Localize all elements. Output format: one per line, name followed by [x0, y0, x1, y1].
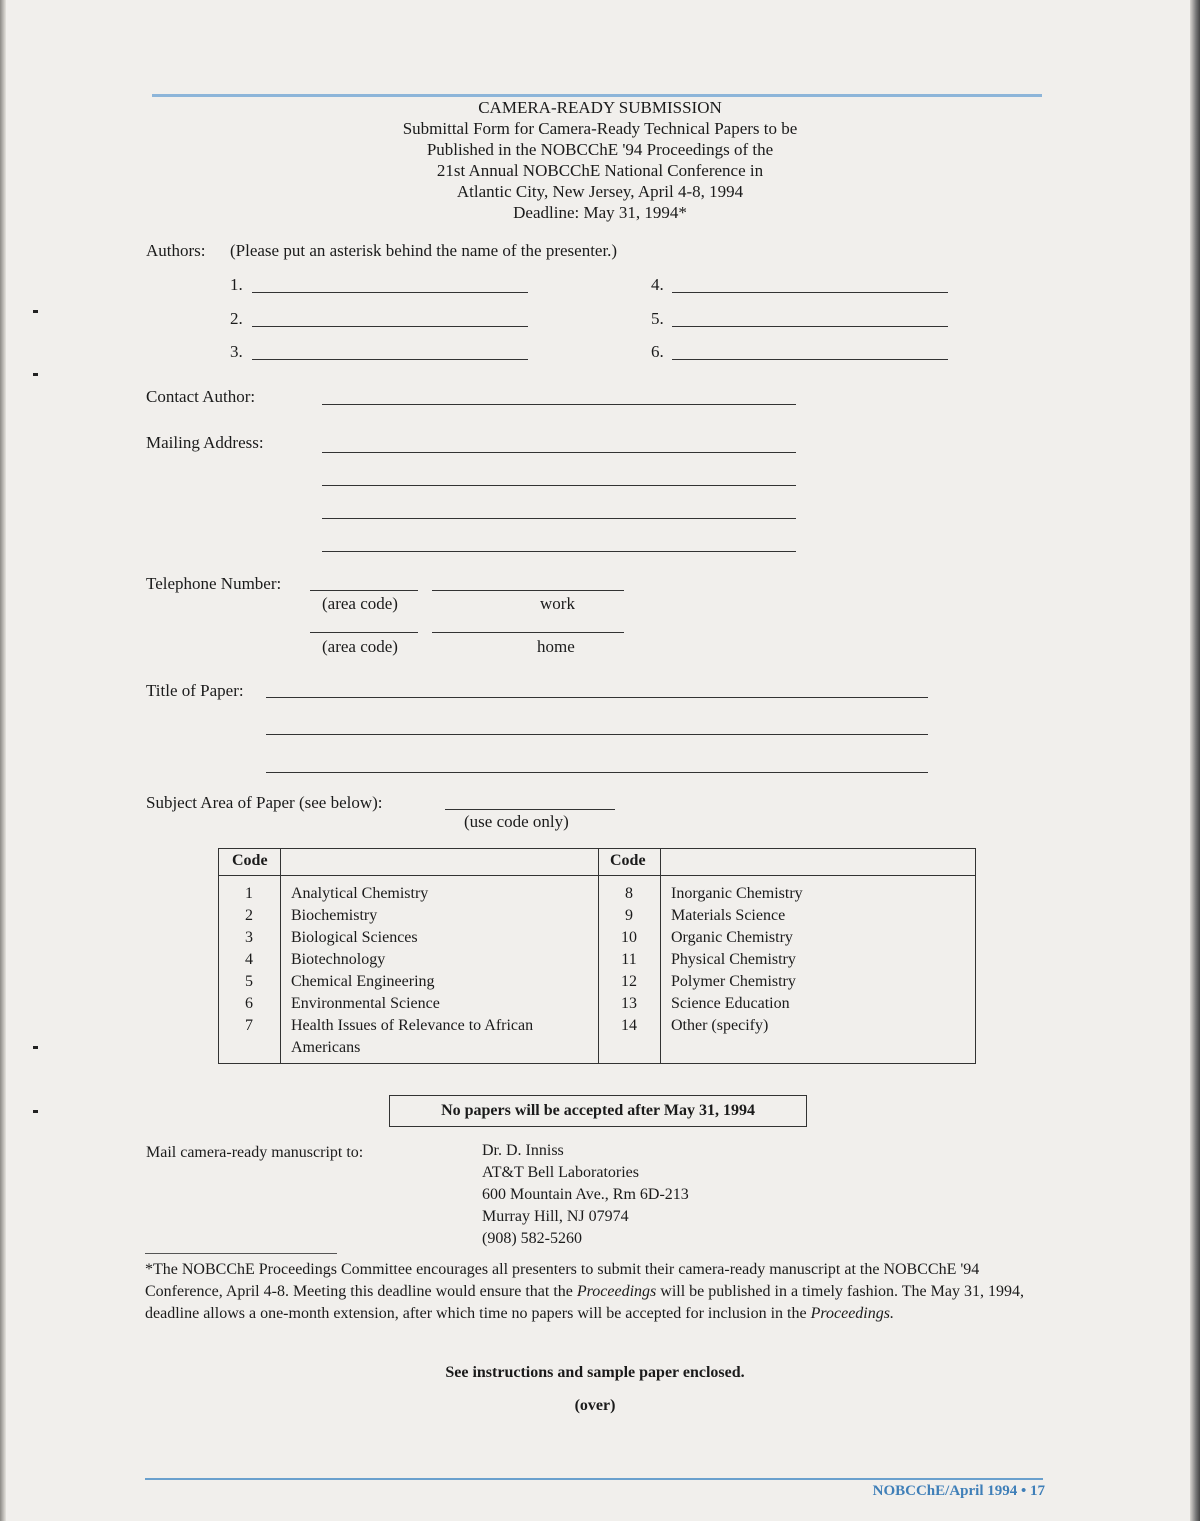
author-3-field[interactable] [252, 359, 528, 360]
subject-name: Americans [291, 1039, 361, 1056]
bottom-rule [145, 1478, 1043, 1480]
page-footer: NOBCChE/April 1994 • 17 [872, 1483, 1045, 1499]
title-line-3[interactable] [266, 772, 928, 773]
page-edge-left [0, 0, 6, 1521]
subject-name: Physical Chemistry [671, 951, 796, 968]
authors-instruction: (Please put an asterisk behind the name of the presenter.) [230, 241, 618, 260]
subject-code: 7 [245, 1017, 253, 1034]
instructions-note: See instructions and sample paper enclosed. [445, 1364, 745, 1381]
page-edge-right [1190, 0, 1200, 1521]
author-1-field[interactable] [252, 292, 528, 293]
footnote [145, 1259, 1025, 1325]
home-caption: home [537, 637, 575, 656]
author-slot-number: 2. [230, 309, 243, 328]
author-slot-number: 3. [230, 342, 243, 361]
contact-author-label: Contact Author: [146, 387, 256, 406]
subject-code: 5 [245, 973, 253, 990]
subject-code: 6 [245, 995, 253, 1012]
form-title: CAMERA-READY SUBMISSION [478, 98, 722, 117]
subject-code: 11 [621, 951, 637, 968]
deadline-line: Deadline: May 31, 1994* [513, 203, 687, 222]
footnote-text: will be published in a timely fashion. The May 31, 1994, deadline allows a one-month extension, after which time no papers will be accepted for inclusion in the [145, 1283, 1024, 1322]
mailing-recipient-address [482, 1140, 689, 1250]
mailing-address-line-2[interactable] [322, 485, 796, 486]
subject-code: 10 [621, 929, 637, 946]
author-slot-number: 5. [651, 309, 664, 328]
subject-name: Materials Science [671, 907, 786, 924]
subject-code: 1 [245, 885, 253, 902]
subject-code: 14 [621, 1017, 637, 1034]
subject-name: Environmental Science [291, 995, 440, 1012]
author-2-field[interactable] [252, 326, 528, 327]
code-column-header: Code [610, 852, 646, 869]
subject-code: 4 [245, 951, 253, 968]
work-area-code-field[interactable] [310, 590, 418, 591]
subject-name: Biological Sciences [291, 929, 418, 946]
subject-area-field[interactable] [445, 809, 615, 810]
address-line: (908) 582-5260 [482, 1230, 582, 1247]
subject-code-table [218, 848, 976, 1064]
footnote-rule [145, 1253, 337, 1254]
subject-name: Biotechnology [291, 951, 386, 968]
subject-code: 3 [245, 929, 253, 946]
footnote-text: *The NOBCChE Proceedings Committee encourages all presenters to submit their camera-ready manuscript at the NOBCChE '94 Conference, April 4-8. Meeting this deadline would ensure that the [145, 1261, 980, 1300]
use-code-only-hint: (use code only) [464, 812, 569, 831]
author-5-field[interactable] [672, 326, 948, 327]
subject-name: Inorganic Chemistry [671, 885, 803, 902]
subject-name: Polymer Chemistry [671, 973, 796, 990]
work-phone-field[interactable] [432, 590, 624, 591]
home-phone-field[interactable] [432, 632, 624, 633]
header-line: Atlantic City, New Jersey, April 4-8, 1994 [456, 182, 744, 201]
contact-author-field[interactable] [322, 404, 796, 405]
margin-mark [33, 1110, 38, 1113]
mailing-address-line-3[interactable] [322, 518, 796, 519]
area-code-caption: (area code) [322, 594, 398, 613]
telephone-label: Telephone Number: [146, 574, 282, 593]
subject-code: 9 [625, 907, 633, 924]
area-code-caption: (area code) [322, 637, 398, 656]
table-divider [598, 849, 599, 1063]
subject-name: Science Education [671, 995, 790, 1012]
subject-name: Analytical Chemistry [291, 885, 429, 902]
address-line: Murray Hill, NJ 07974 [482, 1208, 629, 1225]
code-column-header: Code [232, 852, 268, 869]
address-line: AT&T Bell Laboratories [482, 1164, 639, 1181]
author-slot-number: 6. [651, 342, 664, 361]
home-area-code-field[interactable] [310, 632, 418, 633]
margin-mark [33, 373, 38, 376]
author-4-field[interactable] [672, 292, 948, 293]
subject-area-label: Subject Area of Paper (see below): [146, 793, 383, 812]
authors-label: Authors: [146, 241, 206, 260]
author-slot-number: 4. [651, 275, 664, 294]
title-line-2[interactable] [266, 734, 928, 735]
footnote-italic: Proceedings [576, 1283, 657, 1300]
subject-name: Other (specify) [671, 1017, 769, 1034]
form-header [150, 97, 1050, 223]
work-caption: work [540, 594, 575, 613]
footnote-italic: Proceedings. [810, 1305, 894, 1322]
mailing-address-label: Mailing Address: [146, 433, 264, 452]
mailing-address-line-1[interactable] [322, 452, 796, 453]
mail-to-label: Mail camera-ready manuscript to: [146, 1144, 364, 1161]
title-of-paper-label: Title of Paper: [146, 681, 244, 700]
table-header-rule [219, 875, 975, 876]
address-line: Dr. D. Inniss [482, 1142, 564, 1159]
deadline-notice: No papers will be accepted after May 31, 1994 [389, 1095, 807, 1127]
header-line: Published in the NOBCChE '94 Proceedings of the [426, 140, 774, 159]
author-slot-number: 1. [230, 275, 243, 294]
subject-name: Organic Chemistry [671, 929, 793, 946]
header-line: Submittal Form for Camera-Ready Technical Papers to be [402, 119, 798, 138]
subject-code: 13 [621, 995, 637, 1012]
table-divider [660, 849, 661, 1063]
author-6-field[interactable] [672, 359, 948, 360]
margin-mark [33, 310, 38, 313]
subject-name: Chemical Engineering [291, 973, 435, 990]
title-line-1[interactable] [266, 697, 928, 698]
subject-code: 2 [245, 907, 253, 924]
subject-code: 8 [625, 885, 633, 902]
margin-mark [33, 1046, 38, 1049]
subject-name: Biochemistry [291, 907, 378, 924]
over-note: (over) [574, 1397, 616, 1414]
mailing-address-line-4[interactable] [322, 551, 796, 552]
header-line: 21st Annual NOBCChE National Conference in [436, 161, 764, 180]
address-line: 600 Mountain Ave., Rm 6D-213 [482, 1186, 689, 1203]
table-divider [280, 849, 281, 1063]
subject-code: 12 [621, 973, 637, 990]
subject-name: Health Issues of Relevance to African [291, 1017, 534, 1034]
